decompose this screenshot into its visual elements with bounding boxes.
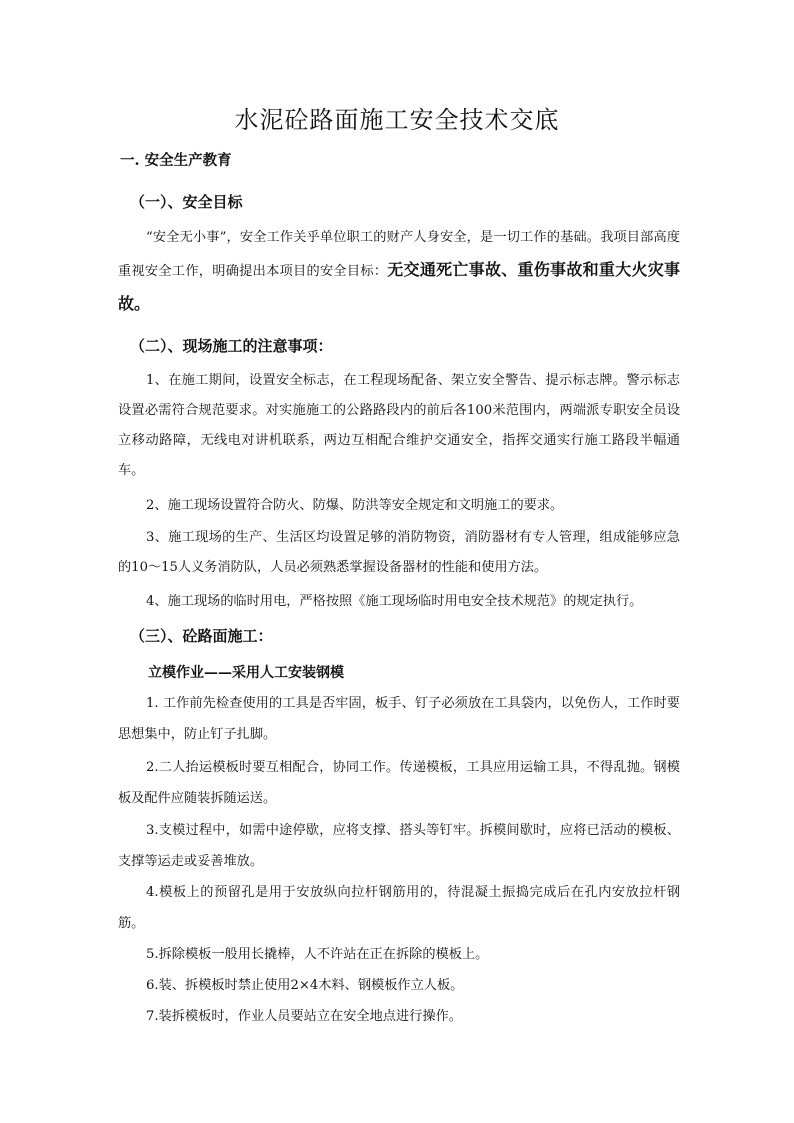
formwork-item-1: 1. 工作前先检查使用的工具是否牢固，板手、钉子必须放在工具袋内，以免伤人，工作时要思想集中，防止钉子扎脚。 <box>118 696 680 742</box>
formwork-item-6: 6.装、拆模板时禁止使用2×4木料、钢模板作立人板。 <box>146 978 464 993</box>
formwork-item-2: 2.二人抬运模板时要互相配合，协同工作。传递模板，工具应用运输工具，不得乱抛。钢模板及配件应随装拆随运送。 <box>118 760 680 806</box>
precaution-item-1: 1、在施工期间，设置安全标志，在工程现场配备、架立安全警告、提示标志牌。警示标志设置必需符合规范要求。对实施施工的公路路段内的前后各100米范围内，两端派专职安全员设立移动路障，无线电对讲机联系，两边互相配合维护交通安全，指挥交通实行施工路段半幅通车。 <box>118 373 680 478</box>
formwork-item-4: 4.模板上的预留孔是用于安放纵向拉杆钢筋用的，待混凝土振捣完成后在孔内安放拉杆钢筋。 <box>118 885 680 931</box>
document-title: 水泥砼路面施工安全技术交底 <box>234 106 560 134</box>
formwork-item-3: 3.支模过程中，如需中途停歇，应将支撑、搭头等钉牢。拆模间歇时，应将已活动的模板、支撑等运走或妥善堆放。 <box>118 823 680 869</box>
subsection-heading-site-precautions: （二）、现场施工的注意事项： <box>130 337 333 355</box>
precaution-item-2: 2、施工现场设置符合防火、防爆、防洪等安全规定和文明施工的要求。 <box>146 498 564 513</box>
safety-goals-emphasis: 无交通死亡事故、重伤事故和重大火灾事故。 <box>118 260 680 313</box>
precaution-item-3: 3、施工现场的生产、生活区均设置足够的消防物资，消防器材有专人管理，组成能够应急的10～15人义务消防队，人员必须熟悉掌握设备器材的性能和使用方法。 <box>118 530 680 575</box>
safety-goals-lead-text: “安全无小事”，安全工作关乎单位职工的财产人身安全，是一切工作的基础。我项目部高度重视安全工作，明确提出本项目的安全目标： <box>118 230 680 279</box>
formwork-subheading: 立模作业——采用人工安装钢模 <box>148 665 344 681</box>
formwork-item-7: 7.装拆模板时，作业人员要站立在安全地点进行操作。 <box>146 1009 462 1024</box>
subsection-heading-concrete-paving: （三）、砼路面施工： <box>130 627 273 645</box>
formwork-item-5: 5.拆除模板一般用长撬棒，人不许站在正在拆除的模板上。 <box>146 947 489 962</box>
safety-goals-paragraph <box>118 222 680 322</box>
precaution-item-4: 4、施工现场的临时用电，严格按照《施工现场临时用电安全技术规范》的规定执行。 <box>146 594 643 609</box>
subsection-heading-safety-goals: （一）、安全目标 <box>130 193 243 211</box>
section-heading-safety-education: 一. 安全生产教育 <box>120 152 232 169</box>
